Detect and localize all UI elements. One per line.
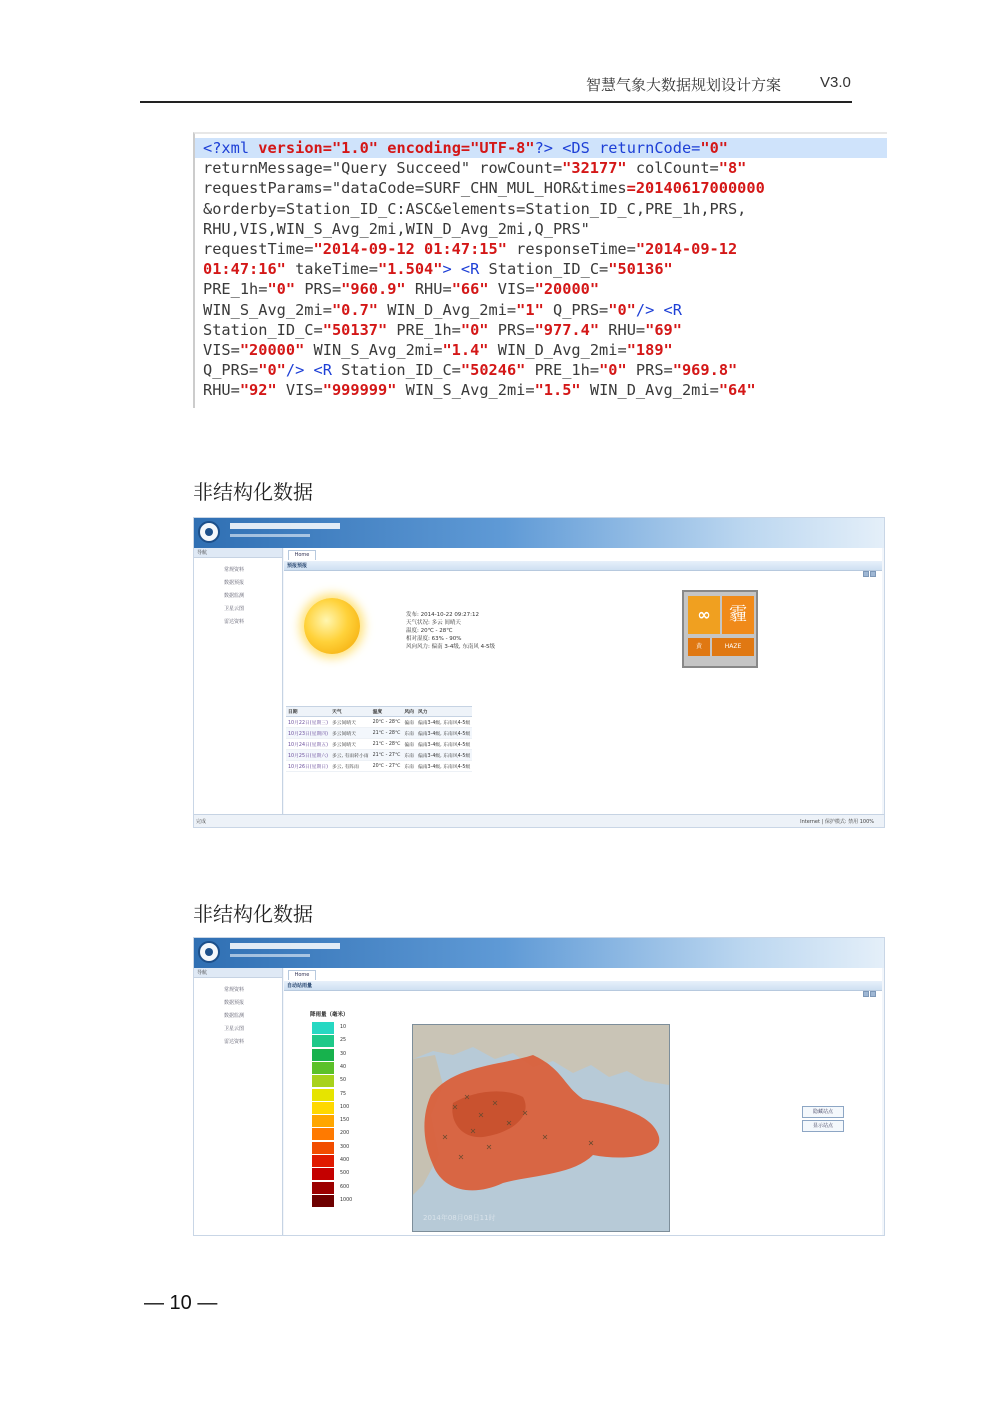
xml-token: "189" — [626, 341, 673, 360]
app-sidebar — [194, 548, 283, 815]
cell-wind-dir: 偏南 — [402, 739, 416, 750]
legend-label: 10 — [340, 1025, 347, 1030]
xml-token: returnCode= — [599, 139, 701, 157]
legend-label: 150 — [340, 1118, 350, 1124]
status-left: 完成 — [196, 819, 207, 825]
xml-token: encoding= — [387, 139, 471, 157]
col-temp: 温度 — [371, 707, 403, 717]
legend-label: 200 — [340, 1131, 350, 1137]
xml-token: WIN_D_Avg_2mi= — [580, 381, 719, 400]
cell-temp: 21℃ - 27℃ — [371, 750, 403, 761]
xml-token: version= — [258, 139, 332, 157]
cell-temp: 20℃ - 28℃ — [371, 717, 403, 728]
xml-token: "50137" — [322, 320, 388, 339]
cell-temp: 20℃ - 27℃ — [371, 761, 403, 772]
legend-swatch — [312, 1168, 334, 1180]
haze-char-icon: 霾 — [722, 596, 754, 634]
map-station-buttons — [802, 1106, 844, 1132]
weather-line-1: 发布: 2014-10-22 09:27:12 — [406, 612, 480, 618]
app-banner — [194, 938, 884, 968]
sidebar-item-4[interactable]: 卫星云图 — [224, 1026, 245, 1032]
sidebar-item-1[interactable]: 常规资料 — [224, 567, 245, 573]
forecast-table-header — [286, 707, 472, 717]
status-right — [800, 818, 874, 825]
xml-code-text — [203, 138, 887, 401]
xml-token: PRE_1h= — [203, 280, 268, 299]
xml-line — [203, 341, 673, 359]
app-banner-title — [230, 943, 340, 949]
xml-token: PRS= — [295, 280, 342, 299]
legend-title: 降雨量（毫米） — [310, 1012, 349, 1018]
legend-label: 40 — [340, 1064, 347, 1070]
sidebar-item-2[interactable]: 数据预报 — [224, 580, 245, 586]
xml-token: Station_ID_C= — [203, 320, 323, 339]
cell-weather: 多云, 有阵雨 — [330, 761, 371, 772]
legend-label: 300 — [340, 1144, 350, 1150]
sidebar-item-4[interactable]: 卫星云图 — [224, 606, 245, 612]
xml-token: "1.504" — [378, 260, 443, 279]
xml-token: VIS= — [488, 280, 535, 299]
legend-label: 1000 — [340, 1197, 353, 1203]
xml-line — [203, 321, 682, 339]
legend-label: 600 — [340, 1184, 350, 1190]
legend-swatch — [312, 1035, 334, 1047]
map-timestamp: 2014年08月08日11时 — [423, 1214, 496, 1222]
panel-window-buttons[interactable] — [862, 982, 878, 988]
status-zone: Internet | 保护模式: 禁用 — [800, 819, 859, 825]
legend-swatch — [312, 1115, 334, 1127]
xml-token: "20000" — [534, 280, 600, 299]
weather-app-screenshot — [193, 517, 885, 828]
table-row — [286, 717, 472, 728]
legend-label: 500 — [340, 1171, 350, 1177]
xml-line — [203, 220, 590, 238]
cell-date: 10月22日(星期三) — [286, 717, 330, 728]
weather-line-5: 风向风力: 偏南 3-4级, 东南风 4-5级 — [406, 644, 496, 650]
xml-token: "0.7" — [331, 300, 378, 319]
sidebar-header — [194, 548, 282, 558]
xml-line — [203, 381, 756, 399]
xml-token: PRS= — [488, 320, 535, 339]
cell-wind-force: 偏南3-4级, 东南风4-5级 — [416, 728, 472, 739]
xml-token: Station_ID_C= — [488, 260, 609, 279]
sidebar-header — [194, 968, 282, 978]
xml-token: RHU,VIS,WIN_S_Avg_2mi,WIN_D_Avg_2mi,Q_PRS" — [203, 219, 590, 238]
haze-name-label: HAZE — [712, 638, 754, 656]
app-logo-icon — [198, 941, 220, 963]
cell-wind-force: 偏南3-4级, 东南风4-5级 — [416, 761, 472, 772]
cell-wind-force: 偏南3-4级, 东南风4-5级 — [416, 717, 472, 728]
legend-swatch — [312, 1182, 334, 1194]
legend-swatch — [312, 1062, 334, 1074]
tab-home[interactable]: Home — [288, 970, 316, 980]
forecast-table — [286, 706, 472, 772]
xml-token: /> <R — [285, 361, 342, 380]
rainfall-app-screenshot — [193, 937, 885, 1236]
xml-token: "1" — [516, 300, 544, 319]
xml-line — [203, 200, 746, 218]
xml-token: WIN_D_Avg_2mi= — [378, 300, 517, 319]
xml-token: 01:47:16" — [203, 260, 286, 279]
xml-token: "1.4" — [442, 341, 489, 360]
cell-wind-dir: 东南 — [402, 728, 416, 739]
xml-token: colCount= — [626, 159, 719, 178]
app-banner-title — [230, 523, 340, 529]
status-zoom[interactable]: 100% — [859, 819, 874, 825]
cell-weather: 多云间晴天 — [330, 728, 371, 739]
xml-line — [195, 138, 887, 158]
xml-line — [203, 159, 746, 177]
xml-token: "1.5" — [534, 381, 581, 400]
xml-token: requestParams="dataCode=SURF_CHN_MUL_HOR&times — [203, 179, 627, 198]
xml-token: "50136" — [608, 260, 673, 279]
haze-warning-card — [682, 590, 758, 668]
section-heading-unstructured-1: 非结构化数据 — [193, 480, 313, 504]
app-status-bar — [194, 814, 884, 827]
legend-label: 100 — [340, 1104, 350, 1110]
xml-token: PRE_1h= — [387, 320, 461, 339]
table-row — [286, 761, 472, 772]
xml-token: "UTF-8" — [470, 139, 535, 157]
xml-token: "92" — [239, 381, 277, 400]
xml-token: returnMessage="Query Succeed" rowCount= — [203, 159, 563, 178]
xml-token — [378, 139, 387, 157]
xml-token: "8" — [718, 159, 747, 178]
xml-code-screenshot — [193, 132, 887, 408]
cell-wind-dir: 东南 — [402, 750, 416, 761]
xml-token: RHU= — [405, 280, 452, 299]
cell-date: 10月25日(星期六) — [286, 750, 330, 761]
app-banner — [194, 518, 884, 548]
xml-token: "32177" — [562, 159, 627, 178]
panel-bar — [284, 561, 882, 571]
weather-line-2: 天气状况: 多云 间晴天 — [406, 620, 461, 626]
show-stations-button[interactable]: 显示站点 — [802, 1120, 844, 1132]
legend-swatch — [312, 1195, 334, 1207]
col-date: 日期 — [286, 707, 330, 717]
rainfall-map-svg — [413, 1025, 669, 1231]
legend-swatch — [312, 1049, 334, 1061]
xml-token: "50246" — [460, 361, 526, 380]
xml-token: responseTime= — [506, 240, 636, 259]
table-row — [286, 739, 472, 750]
sidebar-item-3[interactable]: 数据监测 — [224, 593, 245, 599]
legend-swatch — [312, 1102, 334, 1114]
cell-wind-dir: 偏南 — [402, 717, 416, 728]
xml-token: "0" — [267, 280, 296, 299]
xml-token: ?> <DS — [534, 139, 600, 157]
xml-token: "977.4" — [534, 320, 600, 339]
xml-token: "0" — [608, 300, 636, 319]
legend-swatch — [312, 1075, 334, 1087]
xml-token: "20000" — [239, 341, 305, 360]
cell-date: 10月23日(星期四) — [286, 728, 330, 739]
app-banner-subtitle — [230, 954, 310, 957]
sidebar-item-1[interactable]: 常规资料 — [224, 987, 245, 993]
panel-title: 自动站雨量 — [287, 983, 313, 989]
cell-weather: 多云间晴天 — [330, 739, 371, 750]
app-main — [284, 968, 882, 1235]
xml-line — [203, 179, 765, 197]
haze-level-label: 黄 — [688, 638, 710, 656]
table-row — [286, 728, 472, 739]
xml-token: Station_ID_C= — [341, 361, 461, 380]
xml-token: WIN_S_Avg_2mi= — [396, 381, 535, 400]
xml-token: WIN_S_Avg_2mi= — [304, 341, 443, 360]
header-version: V3.0 — [820, 74, 851, 91]
xml-token: > <R — [442, 260, 489, 279]
xml-token: "999999" — [322, 381, 397, 400]
cell-date: 10月26日(星期日) — [286, 761, 330, 772]
xml-token: <?xml — [203, 139, 259, 157]
app-logo-icon — [198, 521, 220, 543]
xml-token: Q_PRS= — [543, 300, 609, 319]
legend-label: 400 — [340, 1158, 350, 1163]
app-banner-subtitle — [230, 534, 310, 537]
cell-temp: 21℃ - 28℃ — [371, 739, 403, 750]
xml-token: requestTime= — [203, 240, 314, 259]
xml-token: "0" — [460, 320, 489, 339]
col-wind-dir: 风向 — [402, 707, 416, 717]
xml-token: VIS= — [276, 381, 323, 400]
xml-token: Q_PRS= — [203, 361, 259, 380]
sidebar-item-5[interactable]: 雷达资料 — [224, 1039, 245, 1045]
xml-token: takeTime= — [285, 260, 378, 279]
page-number: — 10 — — [144, 1292, 218, 1314]
legend-label: 50 — [340, 1078, 347, 1084]
xml-token: RHU= — [203, 381, 240, 400]
legend-label: 25 — [340, 1038, 347, 1044]
cell-temp: 21℃ - 28℃ — [371, 728, 403, 739]
legend-swatch — [312, 1022, 334, 1034]
legend-label: 30 — [340, 1051, 347, 1057]
legend-swatch — [312, 1089, 334, 1101]
xml-line — [203, 280, 599, 298]
section-heading-unstructured-2: 非结构化数据 — [193, 902, 313, 926]
sidebar-header-label: 导航 — [197, 970, 208, 976]
cell-wind-dir: 东南 — [402, 761, 416, 772]
weather-line-3: 温度: 20℃ - 28℃ — [406, 628, 453, 634]
xml-token: "2014-09-12 01:47:15" — [313, 240, 507, 259]
hide-stations-button[interactable]: 隐藏站点 — [802, 1106, 844, 1118]
header-rule — [140, 101, 852, 103]
xml-token: "2014-09-12 — [635, 240, 738, 259]
xml-token: "969.8" — [672, 361, 738, 380]
xml-token: PRS= — [626, 361, 673, 380]
app-sidebar — [194, 968, 283, 1235]
cell-date: 10月24日(星期五) — [286, 739, 330, 750]
header-title: 智慧气象大数据规划设计方案 — [586, 76, 782, 94]
legend-swatch — [312, 1155, 334, 1167]
weather-line-4: 相对湿度: 63% - 90% — [406, 636, 462, 642]
xml-token: "69" — [645, 320, 682, 339]
cell-wind-force: 偏南3-4级, 东南风4-5级 — [416, 739, 472, 750]
xml-line — [203, 361, 737, 379]
sun-icon — [304, 598, 360, 654]
legend-label: 75 — [340, 1091, 347, 1097]
app-main — [284, 548, 882, 815]
xml-token: "0" — [258, 361, 286, 380]
panel-title: 预报预报 — [287, 563, 308, 569]
col-wind-force: 风力 — [416, 707, 472, 717]
xml-line — [203, 301, 682, 319]
legend-swatch — [312, 1128, 334, 1140]
xml-token: /> <R — [635, 300, 682, 319]
sidebar-item-2[interactable]: 数据预报 — [224, 1000, 245, 1006]
xml-token: "1.0" — [331, 139, 379, 157]
sidebar-item-5[interactable]: 雷达资料 — [224, 619, 245, 625]
xml-token: &orderby=Station_ID_C:ASC&elements=Station_ID_C,PRE_1h,PRS, — [203, 199, 747, 218]
xml-token: "64" — [718, 381, 756, 400]
xml-token: VIS= — [203, 341, 240, 360]
xml-token: RHU= — [599, 320, 646, 339]
legend-swatch — [312, 1142, 334, 1154]
xml-token: WIN_S_Avg_2mi= — [203, 300, 332, 319]
xml-line — [203, 260, 673, 278]
cell-weather: 多云, 有雨转小雨 — [330, 750, 371, 761]
sidebar-header-label: 导航 — [197, 550, 208, 556]
panel-window-buttons[interactable] — [862, 562, 878, 568]
xml-token: "66" — [451, 280, 489, 299]
cell-weather: 多云间晴天 — [330, 717, 371, 728]
panel-bar — [284, 981, 882, 991]
sidebar-item-3[interactable]: 数据监测 — [224, 1013, 245, 1019]
tab-home[interactable]: Home — [288, 550, 316, 560]
xml-token: "0" — [599, 361, 627, 380]
xml-token: "960.9" — [341, 280, 406, 299]
col-weather: 天气 — [330, 707, 371, 717]
xml-token: PRE_1h= — [525, 361, 600, 380]
xml-token: =20140617000000 — [626, 179, 765, 198]
rainfall-map[interactable] — [412, 1024, 670, 1232]
cell-wind-force: 偏南3-4级, 东南风4-5级 — [416, 750, 472, 761]
xml-token: WIN_D_Avg_2mi= — [488, 341, 627, 360]
xml-token: "0" — [700, 139, 729, 157]
xml-line — [203, 240, 737, 258]
table-row — [286, 750, 472, 761]
haze-infinity-icon: ∞ — [688, 596, 720, 634]
